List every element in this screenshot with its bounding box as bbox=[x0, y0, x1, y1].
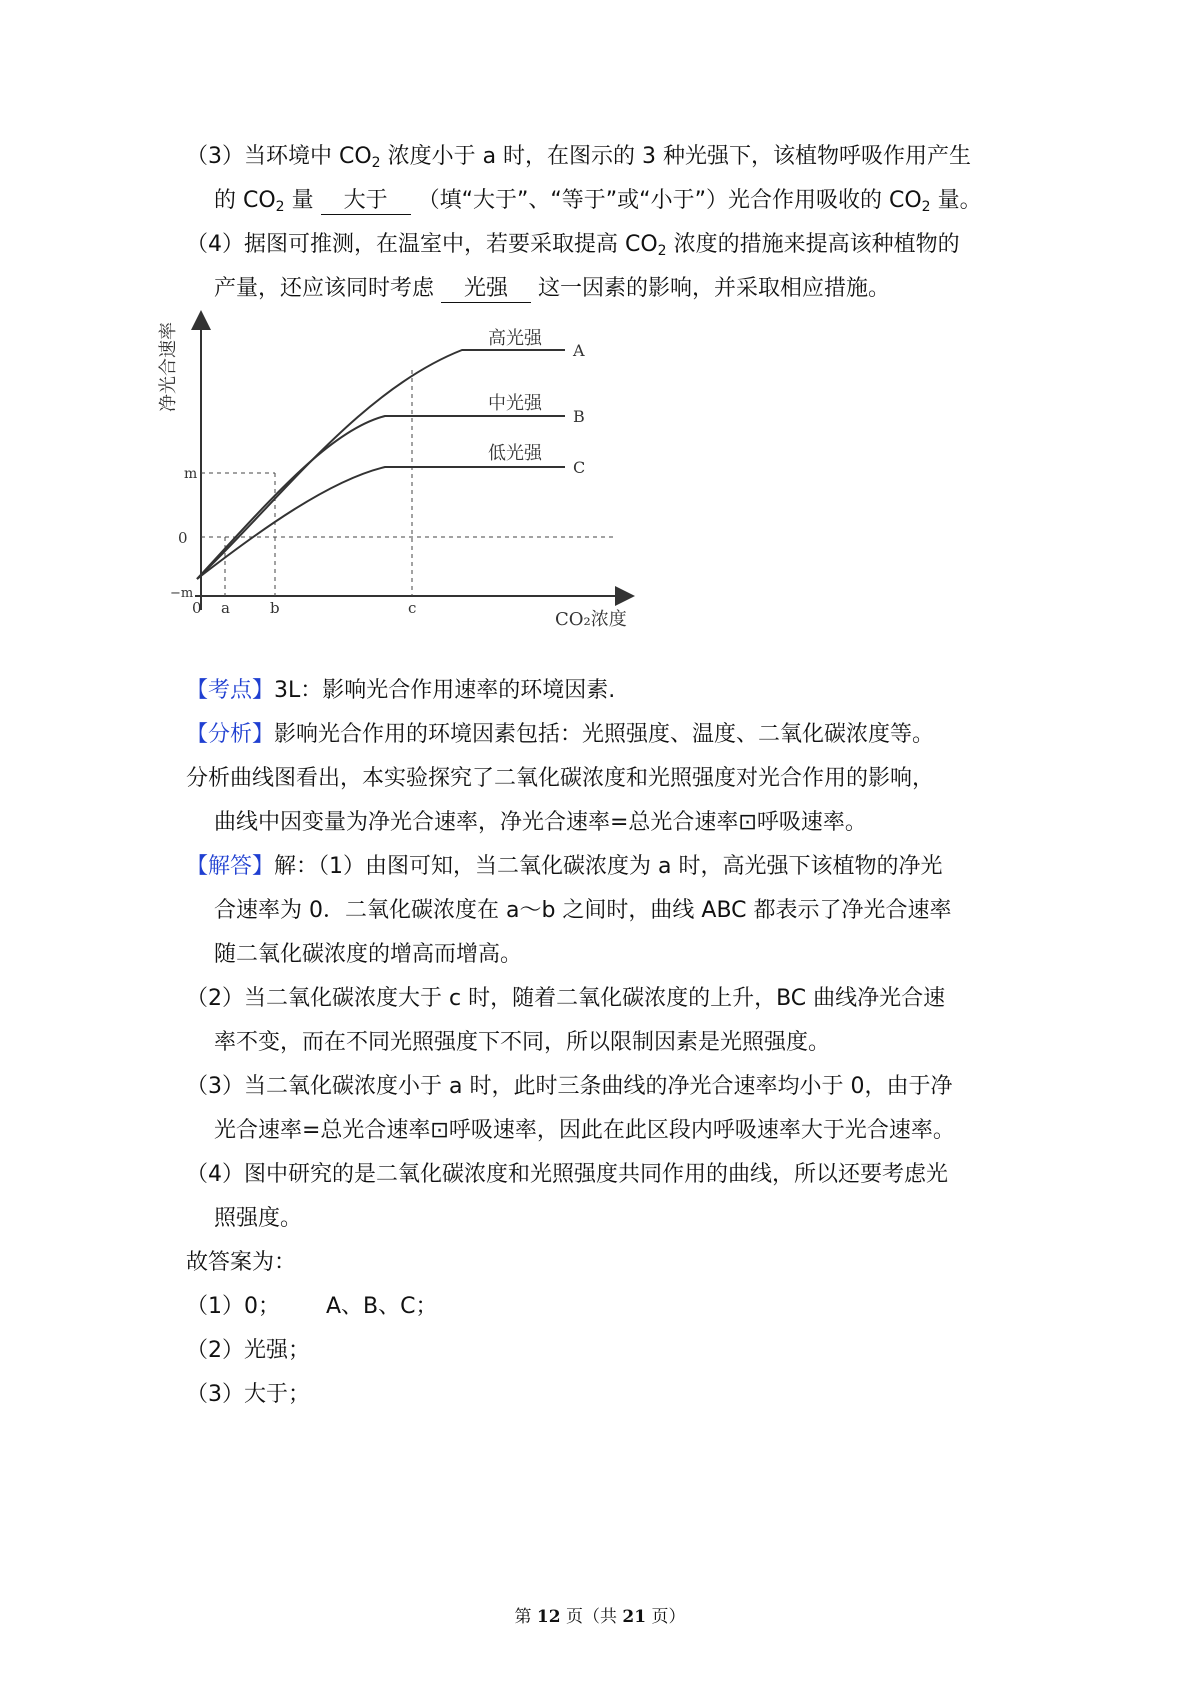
answer-1 bbox=[186, 1292, 438, 1322]
series-end-A: A bbox=[573, 341, 585, 360]
q3-text-f: 量。 bbox=[930, 188, 982, 213]
q3-sub-2: 2 bbox=[275, 199, 285, 215]
jieda-p1-l1: 解：（1）由图可知，当二氧化碳浓度为 a 时，高光强下该植物的净光 bbox=[274, 854, 943, 879]
answers-intro: 故答案为： bbox=[186, 1250, 297, 1275]
xtick-0: 0 bbox=[192, 599, 202, 617]
ytick-0: 0 bbox=[178, 529, 188, 547]
footer-total-pages: 21 bbox=[622, 1607, 647, 1627]
xtick-b: b bbox=[270, 599, 280, 617]
q3-line2 bbox=[214, 186, 982, 216]
q3-text-b: 浓度小于 a 时，在图示的 3 种光强下，该植物呼吸作用产生 bbox=[380, 144, 972, 169]
series-label-low: 低光强 bbox=[488, 443, 542, 464]
fenxi-line2: 分析曲线图看出，本实验探究了二氧化碳浓度和光照强度对光合作用的影响， bbox=[186, 766, 935, 791]
jieda-p4-l2: 照强度。 bbox=[214, 1206, 303, 1231]
footer-pre: 第 bbox=[514, 1607, 537, 1627]
kaodian-text: 3L：影响光合作用速率的环境因素. bbox=[274, 678, 616, 703]
jieda-p2-l2: 率不变，而在不同光照强度下不同，所以限制因素是光照强度。 bbox=[214, 1030, 831, 1055]
curve-mid-light bbox=[197, 416, 565, 579]
jieda-p4-l1: （4）图中研究的是二氧化碳浓度和光照强度共同作用的曲线，所以还要考虑光 bbox=[186, 1162, 948, 1187]
q4-answer-blank: 光强 bbox=[441, 276, 531, 303]
q4-text-c: 产量，还应该同时考虑 bbox=[214, 276, 435, 301]
answer-1-num: （1）0； bbox=[186, 1294, 280, 1319]
answer-2: （2）光强； bbox=[186, 1338, 310, 1363]
q4-text-b: 浓度的措施来提高该种植物的 bbox=[666, 232, 960, 257]
xtick-a: a bbox=[221, 599, 230, 617]
q3-line1 bbox=[186, 142, 971, 172]
q3-answer-blank: 大于 bbox=[321, 188, 411, 215]
fenxi-text: 影响光合作用的环境因素包括：光照强度、温度、二氧化碳浓度等。 bbox=[274, 722, 935, 747]
fenxi-tag: 【分析】 bbox=[186, 722, 275, 747]
series-label-high: 高光强 bbox=[488, 328, 542, 349]
answer-1-rest: A、B、C； bbox=[326, 1294, 438, 1319]
q3-text-e: （填“大于”、“等于”或“小于”）光合作用吸收的 CO bbox=[417, 188, 922, 213]
fenxi-line1 bbox=[186, 720, 934, 750]
q4-line2 bbox=[214, 274, 890, 304]
q4-line1 bbox=[186, 230, 960, 260]
photosynthesis-chart bbox=[158, 322, 670, 660]
ytick-neg-m: −m bbox=[170, 586, 194, 601]
answer-3: （3）大于； bbox=[186, 1382, 310, 1407]
fenxi-line3: 曲线中因变量为净光合速率，净光合速率=总光合速率⊡呼吸速率。 bbox=[214, 810, 867, 835]
jieda-p1-l3: 随二氧化碳浓度的增高而增高。 bbox=[214, 942, 523, 967]
q3-sub-3: 2 bbox=[921, 199, 931, 215]
kaodian-tag: 【考点】 bbox=[186, 678, 275, 703]
xtick-c: c bbox=[408, 599, 417, 617]
q4-text-d: 这一因素的影响，并采取相应措施。 bbox=[538, 276, 891, 301]
q3-text-d: 量 bbox=[284, 188, 314, 213]
q4-text-a: （4）据图可推测，在温室中，若要采取提高 CO bbox=[186, 232, 658, 257]
jieda-p3-l1: （3）当二氧化碳浓度小于 a 时，此时三条曲线的净光合速率均小于 0，由于净 bbox=[186, 1074, 953, 1099]
q3-sub: 2 bbox=[371, 155, 381, 171]
q3-text-c: 的 CO bbox=[214, 188, 276, 213]
jieda-line1 bbox=[186, 852, 942, 882]
jieda-p3-l2: 光合速率=总光合速率⊡呼吸速率，因此在此区段内呼吸速率大于光合速率。 bbox=[214, 1118, 955, 1143]
series-end-C: C bbox=[573, 458, 586, 477]
series-label-mid: 中光强 bbox=[488, 393, 542, 414]
curve-high-light bbox=[197, 350, 565, 579]
footer-post: 页） bbox=[646, 1607, 686, 1627]
x-axis-title: CO₂浓度 bbox=[555, 609, 627, 630]
jieda-p1-l2: 合速率为 0．二氧化碳浓度在 a～b 之间时，曲线 ABC 都表示了净光合速率 bbox=[214, 898, 952, 923]
kaodian-line bbox=[186, 676, 615, 706]
q4-sub: 2 bbox=[657, 243, 667, 259]
q3-text-a: （3）当环境中 CO bbox=[186, 144, 372, 169]
jieda-p2-l1: （2）当二氧化碳浓度大于 c 时，随着二氧化碳浓度的上升，BC 曲线净光合速 bbox=[186, 986, 946, 1011]
page-footer bbox=[0, 1602, 1200, 1627]
jieda-tag: 【解答】 bbox=[186, 854, 275, 879]
series-end-B: B bbox=[573, 407, 585, 426]
y-axis-title: 净光合速率 bbox=[158, 322, 179, 412]
footer-mid: 页（共 bbox=[560, 1607, 623, 1627]
footer-page-number: 12 bbox=[536, 1607, 561, 1627]
ytick-m: m bbox=[184, 466, 198, 482]
